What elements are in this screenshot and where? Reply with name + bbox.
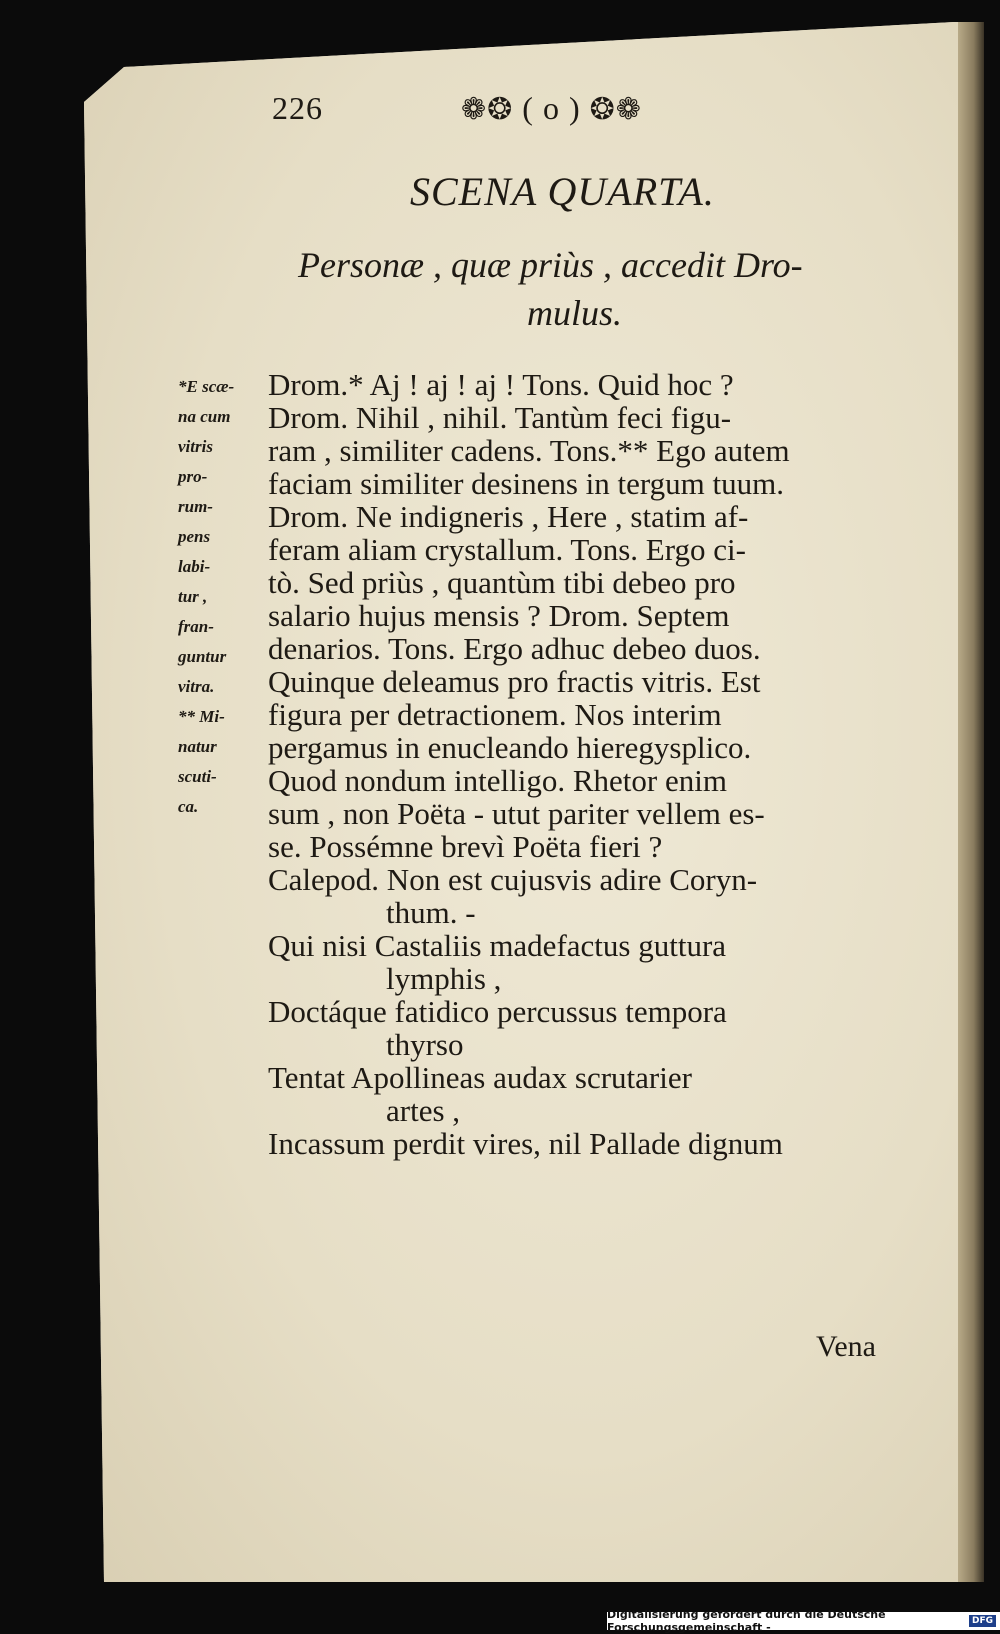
digitization-footer <box>607 1608 1000 1634</box>
margin-note: tur , <box>178 587 208 606</box>
margin-note: labi- <box>178 557 211 576</box>
ornament-right-icon: ❂❁ <box>589 92 642 127</box>
verse-line: Qui nisi Castaliis madefactus guttura <box>268 928 727 963</box>
margin-note: rum- <box>178 497 213 516</box>
text-line: ram , similiter cadens. Tons.** Ego autem <box>268 433 790 468</box>
text-line: Drom. Nihil , nihil. Tantùm feci figu- <box>268 400 732 435</box>
margin-notes <box>178 372 258 822</box>
margin-note: natur <box>178 737 217 756</box>
text-line: denarios. Tons. Ergo adhuc debeo duos. <box>268 631 761 666</box>
verse-line: Incassum perdit vires, nil Pallade dignum <box>268 1126 783 1161</box>
margin-note: *E scæ- <box>178 377 235 396</box>
margin-note: ca. <box>178 797 199 816</box>
margin-note: na cum <box>178 407 231 426</box>
page-spine-shadow <box>958 22 984 1582</box>
verse-line: Doctáque fatidico percussus tempora <box>268 994 727 1029</box>
header-center: ( o ) <box>522 90 581 126</box>
text-line: figura per detractionem. Nos interim <box>268 697 722 732</box>
text-line: tò. Sed priùs , quantùm tibi debeo pro <box>268 565 736 600</box>
margin-note: vitra. <box>178 677 215 696</box>
text-line: sum , non Poëta - utut pariter vellem es- <box>268 796 765 831</box>
verse-line: lymphis , <box>386 961 502 996</box>
footer-text: Digitalisierung gefördert durch die Deutsche Forschungsgemeinschaft - <box>607 1608 886 1634</box>
text-line: Calepod. Non est cujusvis adire Coryn- <box>268 862 758 897</box>
page-number: 226 <box>272 90 323 126</box>
text-line: Quod nondum intelligo. Rhetor enim <box>268 763 727 798</box>
text-line: Drom.* Aj ! aj ! aj ! Tons. Quid hoc ? <box>268 367 734 402</box>
text-line: thum. - <box>386 895 476 930</box>
verse-line: artes , <box>386 1093 461 1128</box>
subtitle-line-2: mulus. <box>527 293 623 333</box>
text-line: salario hujus mensis ? Drom. Septem <box>268 598 730 633</box>
body-text <box>268 368 918 1160</box>
margin-note: vitris <box>178 437 213 456</box>
scene-title: SCENA QUARTA. <box>410 169 715 214</box>
margin-note: scuti- <box>178 767 217 786</box>
margin-note: pro- <box>178 467 208 486</box>
text-line: faciam similiter desinens in tergum tuum. <box>268 466 784 501</box>
text-line: feram aliam crystallum. Tons. Ergo ci- <box>268 532 746 567</box>
text-line: Drom. Ne indigneris , Here , statim af- <box>268 499 749 534</box>
dfg-logo-icon: DFG <box>969 1615 996 1627</box>
margin-note: guntur <box>178 647 227 666</box>
verse-line: thyrso <box>386 1027 464 1062</box>
margin-note: ** Mi- <box>178 707 225 726</box>
margin-note: fran- <box>178 617 214 636</box>
running-header <box>272 90 642 127</box>
subtitle-line-1: Personæ , quæ priùs , accedit Dro- <box>298 245 803 285</box>
verse-line: Tentat Apollineas audax scrutarier <box>268 1060 692 1095</box>
text-line: Quinque deleamus pro fractis vitris. Est <box>268 664 761 699</box>
text-line: pergamus in enucleando hieregysplico. <box>268 730 752 765</box>
margin-note: pens <box>178 527 211 546</box>
catchword: Vena <box>816 1330 876 1363</box>
text-line: se. Possémne brevì Poëta fieri ? <box>268 829 663 864</box>
ornament-left-icon: ❁❂ <box>461 92 514 127</box>
